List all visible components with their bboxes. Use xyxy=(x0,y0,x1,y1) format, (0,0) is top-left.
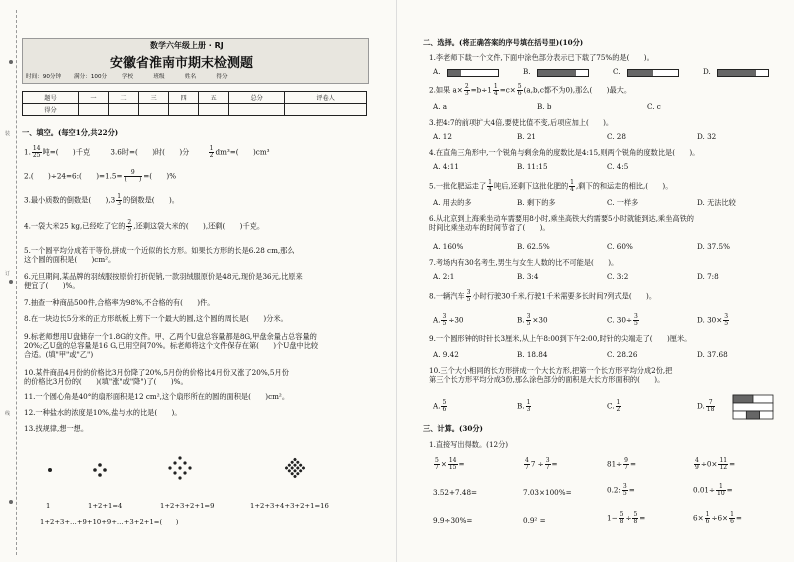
calc-7: 0.2: $\frac{3}{5}$ = xyxy=(607,483,635,497)
question-10: 10.某件商品4月份的价格比3月份降了20%,5月份的价格比4月份又涨了20%,5月份 的价格比3月份的( )(填"涨"或"降")了( )%。 xyxy=(24,368,289,386)
choice-1: 1.李老师下载一个文件,下面中涂色部分表示已下载了75%的是( )。 xyxy=(429,53,654,62)
choice-9: 9.一个圆形钟的时针长3厘米,从上午8:00到下午2:00,时针的尖端走了( )厘米。 xyxy=(429,334,692,343)
calc-11: 1− $\frac{5}{8}$ ÷ $\frac{5}{8}$ = xyxy=(607,511,646,525)
question-12: 12.一种盐水的浓度是10%,盐与水的比是( )。 xyxy=(24,408,182,417)
binding-label: 订 xyxy=(5,271,11,277)
choice-9-option-c[interactable]: C. 28.26 xyxy=(607,350,638,359)
choice-4-option-c[interactable]: C. 4:5 xyxy=(607,162,629,171)
exam-info: 时间：90分钟 满分：100分 学校 班级 姓名 得分 xyxy=(26,74,228,80)
pattern-label-4: 1+2+3+4+3+2+1=16 xyxy=(250,502,329,510)
choice-3: 3.把4:7的前项扩大4倍,要使比值不变,后项应加上( )。 xyxy=(429,118,614,127)
binding-hole xyxy=(9,60,13,64)
choice-9-option-a[interactable]: A. 9.42 xyxy=(433,350,459,359)
score-header: 二 xyxy=(108,92,138,104)
progress-fill xyxy=(628,70,653,76)
question-8: 8.在一块边长5分米的正方形纸板上剪下一个最大的圆,这个圆的周长是( )分米。 xyxy=(24,314,288,323)
question-1: 1. $\frac{14}{25}$ 吨=( )千克 3.6时=( )时( )分 $\frac{1}{2}$ dm³=( )cm³ xyxy=(24,145,270,159)
score-cell[interactable] xyxy=(229,104,285,116)
choice-7-option-a[interactable]: A. 2:1 xyxy=(433,272,455,281)
progress-bar-a xyxy=(447,69,499,77)
choice-1-option-d[interactable]: D. xyxy=(703,67,711,76)
calc-6: 7.03×100%= xyxy=(523,488,572,497)
binding-hole xyxy=(9,500,13,504)
score-cell[interactable] xyxy=(78,104,108,116)
choice-6-option-c[interactable]: C. 60% xyxy=(607,242,633,251)
choice-4-option-b[interactable]: B. 11:15 xyxy=(517,162,548,171)
choice-5-option-c[interactable]: C. 一样多 xyxy=(607,198,639,207)
binding-label: 线 xyxy=(5,411,11,417)
score-header: 题号 xyxy=(23,92,79,104)
progress-fill xyxy=(448,70,461,76)
score-header: 总分 xyxy=(229,92,285,104)
score-header: 五 xyxy=(199,92,229,104)
question-4: 4.一袋大米25 kg,已经吃了它的 $\frac{2}{5}$ ,还剩这袋大米的( ),还剩( )千克。 xyxy=(24,219,265,233)
score-cell[interactable] xyxy=(199,104,229,116)
calc-3: 81÷ $\frac{9}{7}$ = xyxy=(607,457,637,471)
choice-7-option-d[interactable]: D. 7:8 xyxy=(697,272,719,281)
choice-10-option-b[interactable]: B. $\frac{1}{3}$ xyxy=(517,399,531,413)
choice-10-option-c[interactable]: C. $\frac{1}{2}$ xyxy=(607,399,621,413)
subject-label: 数学六年级上册 · RJ xyxy=(150,41,224,50)
pattern-question: 1+2+3+…+9+10+9+…+3+2+1=( ) xyxy=(40,518,179,526)
score-row-label: 得分 xyxy=(23,104,79,116)
progress-bar-c xyxy=(627,69,679,77)
question-7: 7.抽查一种商品500件,合格率为98%,不合格的有( )件。 xyxy=(24,298,215,307)
score-cell[interactable] xyxy=(285,104,367,116)
progress-fill xyxy=(538,70,576,76)
choice-3-option-b[interactable]: B. 21 xyxy=(517,132,536,141)
calc-10: 0.9² = xyxy=(523,516,546,525)
choice-10-option-a[interactable]: A. $\frac{5}{6}$ xyxy=(433,399,447,413)
choice-2: 2.如果 a× $\frac{2}{3}$ =b÷1 $\frac{1}{4}$ =c× $\frac{5}{6}$ (a,b,c都不为0),那么( )最大。 xyxy=(429,83,632,97)
calc-9: 9.9÷30%= xyxy=(433,516,473,525)
question-3: 3.最小质数的倒数是( ),3 $\frac{1}{3}$ 的倒数是( )。 xyxy=(24,193,179,207)
choice-8-option-d[interactable]: D. 30× $\frac{3}{5}$ xyxy=(697,313,729,327)
progress-bar-b xyxy=(537,69,589,77)
choice-3-option-a[interactable]: A. 12 xyxy=(433,132,452,141)
choice-5-option-d[interactable]: D. 无法比较 xyxy=(697,198,736,207)
calc-5: 3.52+7.48= xyxy=(433,488,478,497)
choice-3-option-c[interactable]: C. 28 xyxy=(607,132,626,141)
choice-1-option-c[interactable]: C. xyxy=(613,67,621,76)
progress-fill xyxy=(718,70,756,76)
choice-2-option-a[interactable]: A. a xyxy=(433,102,448,111)
exam-title: 安徽省淮南市期末检测题 xyxy=(110,56,254,71)
question-13: 13.找规律,想一想。 xyxy=(24,424,89,433)
choice-2-option-c[interactable]: C. c xyxy=(647,102,661,111)
score-header: 三 xyxy=(139,92,169,104)
choice-7-option-b[interactable]: B. 3:4 xyxy=(517,272,539,281)
choice-8-option-a[interactable]: A. $\frac{3}{5}$ ÷30 xyxy=(433,313,464,327)
score-header: 评卷人 xyxy=(285,92,367,104)
score-cell[interactable] xyxy=(108,104,138,116)
choice-4: 4.在直角三角形中,一个锐角与剩余角的度数比是4:15,则两个锐角的度数比是( )。 xyxy=(429,148,700,157)
calc-2: $\frac{4}{7}$ 7 ÷ $\frac{3}{7}$ = xyxy=(525,457,558,471)
pattern-label-1: 1 xyxy=(46,502,51,510)
score-table xyxy=(22,91,367,116)
calc-8: 0.01÷ $\frac{1}{10}$ = xyxy=(693,483,733,497)
choice-9-option-b[interactable]: B. 18.84 xyxy=(517,350,548,359)
choice-7-option-c[interactable]: C. 3:2 xyxy=(607,272,629,281)
part3-sub: 1.直接写出得数。(12分) xyxy=(429,440,509,449)
binding-label: 装 xyxy=(5,131,11,137)
rectangle-figure xyxy=(732,394,774,420)
score-cell[interactable] xyxy=(139,104,169,116)
part1-title: 一、填空。(每空1分,共22分) xyxy=(22,128,119,137)
calc-1: $\frac{5}{7}$ × $\frac{14}{15}$ = xyxy=(435,457,465,471)
choice-10-option-d[interactable]: D. $\frac{7}{18}$ xyxy=(697,399,715,413)
question-5: 5.一个圆平均分成若干等份,拼成一个近似的长方形。如果长方形的长是6.28 cm,那么 这个圆的面积是( )cm²。 xyxy=(24,246,295,264)
question-6: 6.元旦期间,某品牌的羽绒服按原价打折促销,一款羽绒服原价是48元,现价是36元,比原来 便宜了( )%。 xyxy=(24,272,303,290)
question-2: 2.( )÷24=6:( )=1.5= $\frac{9}{( )}$ =( )% xyxy=(24,169,177,183)
choice-4-option-a[interactable]: A. 4:11 xyxy=(433,162,459,171)
question-11: 11.一个圆心角是40°的扇形面积是12 cm²,这个扇形所在的圆的面积是( )cm²。 xyxy=(24,392,290,401)
calc-12: 6× $\frac{1}{6}$ ÷6× $\frac{1}{6}$ = xyxy=(693,511,742,525)
choice-6-option-b[interactable]: B. 62.5% xyxy=(517,242,550,251)
choice-6: 6.从北京到上海乘坐动车需要用8小时,乘坐高铁大约需要5小时就能到达,乘坐高铁的 时间比乘坐动车的时间节省了( )。 xyxy=(429,214,694,232)
progress-bar-d xyxy=(717,69,769,77)
choice-10: 10.三个大小相同的长方形拼成一个大长方形,把第一个长方形平均分成2份,把 第三个长方形平均分成3份,那么涂色部分的面积是大长方形面积的( )。 xyxy=(429,366,673,384)
choice-8-option-b[interactable]: B. $\frac{3}{5}$ ×30 xyxy=(517,313,548,327)
choice-3-option-d[interactable]: D. 32 xyxy=(697,132,717,141)
choice-8-option-c[interactable]: C. 30÷ $\frac{3}{5}$ xyxy=(607,313,638,327)
question-9: 9.标老师想用U盘储存一个1.8G的文件。甲、乙两个U盘总容量都是8G,甲盘余量占总容量的 20%;乙U盘的总容量是16 G,已用空间70%。标老师将这个文件保存在第( )个U盘中比较 合适。(填"甲"或"乙") xyxy=(24,332,319,359)
pattern-label-3: 1+2+3+2+1=9 xyxy=(160,502,215,510)
choice-2-option-b[interactable]: B. b xyxy=(537,102,552,111)
choice-5-option-a[interactable]: A. 用去的多 xyxy=(433,198,472,207)
choice-9-option-d[interactable]: D. 37.68 xyxy=(697,350,728,359)
choice-5: 5.一批化肥运走了 $\frac{1}{4}$ 吨后,还剩下这批化肥的 $\frac{1}{4}$ ,剩下的和运走的相比,( )。 xyxy=(429,179,673,193)
choice-5-option-b[interactable]: B. 剩下的多 xyxy=(517,198,556,207)
pattern-label-2: 1+2+1=4 xyxy=(88,502,123,510)
part2-title: 二、选择。(将正确答案的序号填在括号里)(10分) xyxy=(423,38,584,47)
choice-7: 7.考场内有30名考生,男生与女生人数的比不可能是( )。 xyxy=(429,258,619,267)
choice-1-option-b[interactable]: B. xyxy=(523,67,531,76)
right-page xyxy=(397,0,794,562)
score-header: 一 xyxy=(78,92,108,104)
dot-pattern-figures xyxy=(30,440,360,500)
part3-title: 三、计算。(30分) xyxy=(423,424,483,433)
choice-8: 8.一辆汽车 $\frac{3}{5}$ 小时行驶30千米,行驶1千米需要多长时间?列式是( )。 xyxy=(429,289,657,303)
calc-4: $\frac{4}{9}$ ÷0× $\frac{11}{12}$ = xyxy=(695,457,736,471)
choice-6-option-a[interactable]: A. 160% xyxy=(433,242,464,251)
score-cell[interactable] xyxy=(169,104,199,116)
choice-1-option-a[interactable]: A. xyxy=(433,67,441,76)
score-header: 四 xyxy=(169,92,199,104)
binding-hole xyxy=(9,280,13,284)
choice-6-option-d[interactable]: D. 37.5% xyxy=(697,242,730,251)
